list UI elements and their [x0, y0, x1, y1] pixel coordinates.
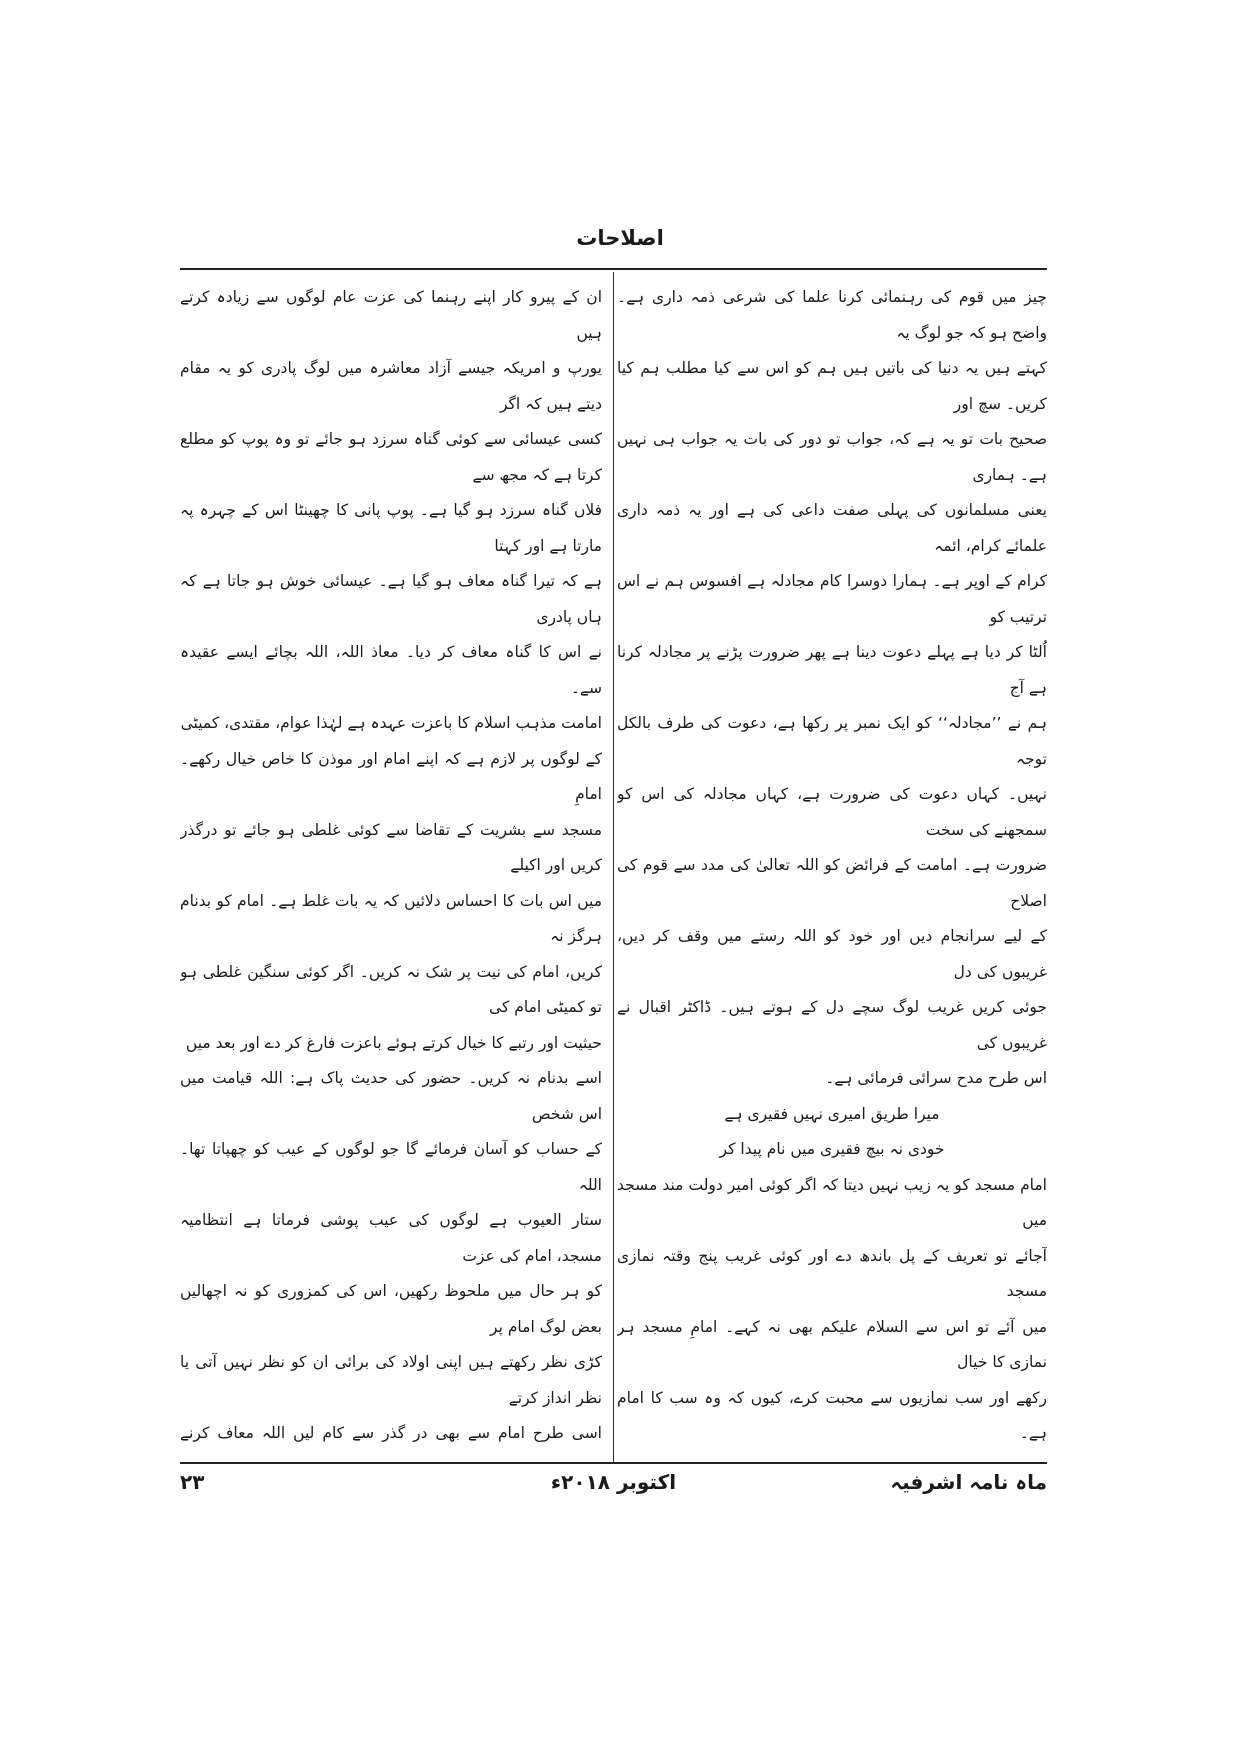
text-line: امام مسجد کو یہ زیب نہیں دیتا کہ اگر کوئی امیر دولت مند مسجد میں [617, 1175, 1047, 1229]
left-column [180, 280, 602, 1460]
text-line: کو ہر حال میں ملحوظ رکھیں، اس کی کمزوری کو نہ اچھالیں بعض لوگ امام پر [180, 1282, 602, 1336]
footer-date: اکتوبر ۲۰۱۸ء [550, 1470, 677, 1494]
text-line: جوئی کریں غریب لوگ سچے دل کے ہوتے ہیں۔ ڈاکٹر اقبال نے غریبوں کی [617, 998, 1047, 1052]
text-line: ہے کہ تیرا گناہ معاف ہو گیا ہے۔ عیسائی خوش ہو جاتا ہے کہ ہاں پادری [180, 572, 602, 626]
text-line: مسجد سے بشریت کے تقاضا سے کوئی غلطی ہو جائے تو درگذر کریں اور اکیلے [180, 820, 602, 874]
page-header-title: اصلاحات [576, 226, 664, 250]
couplet-line: خودی نہ بیچ فقیری میں نام پیدا کر [719, 1140, 945, 1158]
text-line: صحیح بات تو یہ ہے کہ، جواب تو دور کی بات یہ جواب ہی نہیں ہے۔ ہماری [617, 430, 1047, 484]
text-line: ان کے پیرو کار اپنے رہنما کی عزت عام لوگوں سے زیادہ کرتے ہیں [180, 288, 602, 342]
text-line: کے لیے سرانجام دیں اور خود کو اللہ رستے میں وقف کر دیں، غریبوں کی دل [617, 927, 1047, 981]
text-line: میں آئے تو اس سے السلام علیکم بھی نہ کہے۔ امامِ مسجد ہر نمازی کا خیال [617, 1317, 1047, 1371]
text-line: اُلٹا کر دیا ہے پہلے دعوت دینا ہے پھر ضرورت پڑنے پر مجادلہ کرنا ہے آج [617, 643, 1047, 697]
page-footer [180, 1466, 1047, 1506]
text-line: کرام کے اوپر ہے۔ ہمارا دوسرا کام مجادلہ ہے افسوس ہم نے اس ترتیب کو [617, 572, 1047, 626]
text-line: یعنی مسلمانوں کی پہلی صفت داعی کی ہے اور یہ ذمہ داری علمائے کرام، ائمہ [617, 501, 1047, 555]
text-line: اس طرح مدح سرائی فرمائی ہے۔ [825, 1069, 1047, 1087]
text-line: کڑی نظر رکھتے ہیں اپنی اولاد کی برائی ان کو نظر نہیں آتی یا نظر انداز کرتے [180, 1353, 602, 1407]
couplet-line: میرا طریق امیری نہیں فقیری ہے [724, 1104, 940, 1123]
text-line: رکھے اور سب نمازیوں سے محبت کرے، کیوں کہ وہ سب کا امام ہے۔ [617, 1388, 1047, 1442]
text-line: امامت مذہب اسلام کا باعزت عہدہ ہے لہٰذا عوام، مقتدی، کمیٹی [180, 714, 602, 732]
header-rule [180, 268, 1047, 270]
text-line: اسی طرح امام سے بھی در گذر سے کام لیں اللہ معاف کرنے [180, 1424, 602, 1442]
footer-page-number: ۲۳ [180, 1470, 205, 1494]
text-line: چیز میں قوم کی رہنمائی کرنا علما کی شرعی ذمہ داری ہے۔ واضح ہو کہ جو لوگ یہ [617, 288, 1047, 342]
text-line: نے اس کا گناہ معاف کر دیا۔ معاذ اللہ، اللہ بچائے ایسے عقیدہ سے۔ [180, 643, 602, 697]
text-line: ہم نے ’’مجادلہ‘‘ کو ایک نمبر پر رکھا ہے، دعوت کی طرف بالکل توجہ [617, 714, 1047, 768]
right-column [617, 280, 1047, 1460]
text-line: حیثیت اور رتبے کا خیال کرتے ہوئے باعزت فارغ کر دے اور بعد میں [185, 1033, 602, 1052]
text-line: اسے بدنام نہ کریں۔ حضور کی حدیث پاک ہے: اللہ قیامت میں اس شخص [180, 1069, 602, 1123]
text-line: ستار العیوب ہے لوگوں کی عیب پوشی فرماتا ہے انتظامیہ مسجد، امام کی عزت [180, 1211, 602, 1265]
column-divider [613, 272, 614, 1462]
text-line: کہتے ہیں یہ دنیا کی باتیں ہیں ہم کو اس سے کیا مطلب ہم کیا کریں۔ سچ اور [617, 359, 1047, 413]
text-line: فلاں گناہ سرزد ہو گیا ہے۔ پوپ پانی کا چھینٹا اس کے چہرہ پہ مارتا ہے اور کہتا [180, 501, 602, 555]
text-line: کے لوگوں پر لازم ہے کہ اپنے امام اور موذن کا خاص خیال رکھے۔ امامِ [180, 749, 602, 803]
text-line: کے حساب کو آسان فرمائے گا جو لوگوں کے عیب کو چھپاتا تھا۔ اللہ [180, 1140, 602, 1194]
footer-magazine-name: ماہ نامہ اشرفیہ [890, 1470, 1047, 1494]
text-line: میں اس بات کا احساس دلائیں کہ یہ بات غلط ہے۔ امام کو بدنام ہرگز نہ [180, 891, 602, 945]
text-line: نہیں۔ کہاں دعوت کی ضرورت ہے، کہاں مجادلہ کی اس کو سمجھنے کی سخت [617, 785, 1047, 839]
text-line: آجائے تو تعریف کے پل باندھ دے اور کوئی غریب پنج وقتہ نمازی مسجد [617, 1246, 1047, 1300]
text-line: یورپ و امریکہ جیسے آزاد معاشرہ میں لوگ پادری کو یہ مقام دیتے ہیں کہ اگر [180, 359, 602, 413]
footer-rule [180, 1462, 1047, 1464]
text-line: ضرورت ہے۔ امامت کے فرائض کو اللہ تعالیٰ کی مدد سے قوم کی اصلاح [617, 856, 1047, 910]
text-line: کسی عیسائی سے کوئی گناہ سرزد ہو جائے تو وہ پوپ کو مطلع کرتا ہے کہ مجھ سے [180, 430, 602, 484]
text-line: کریں، امام کی نیت پر شک نہ کریں۔ اگر کوئی سنگین غلطی ہو تو کمیٹی امام کی [180, 962, 602, 1016]
text-line [617, 1452, 1047, 1461]
